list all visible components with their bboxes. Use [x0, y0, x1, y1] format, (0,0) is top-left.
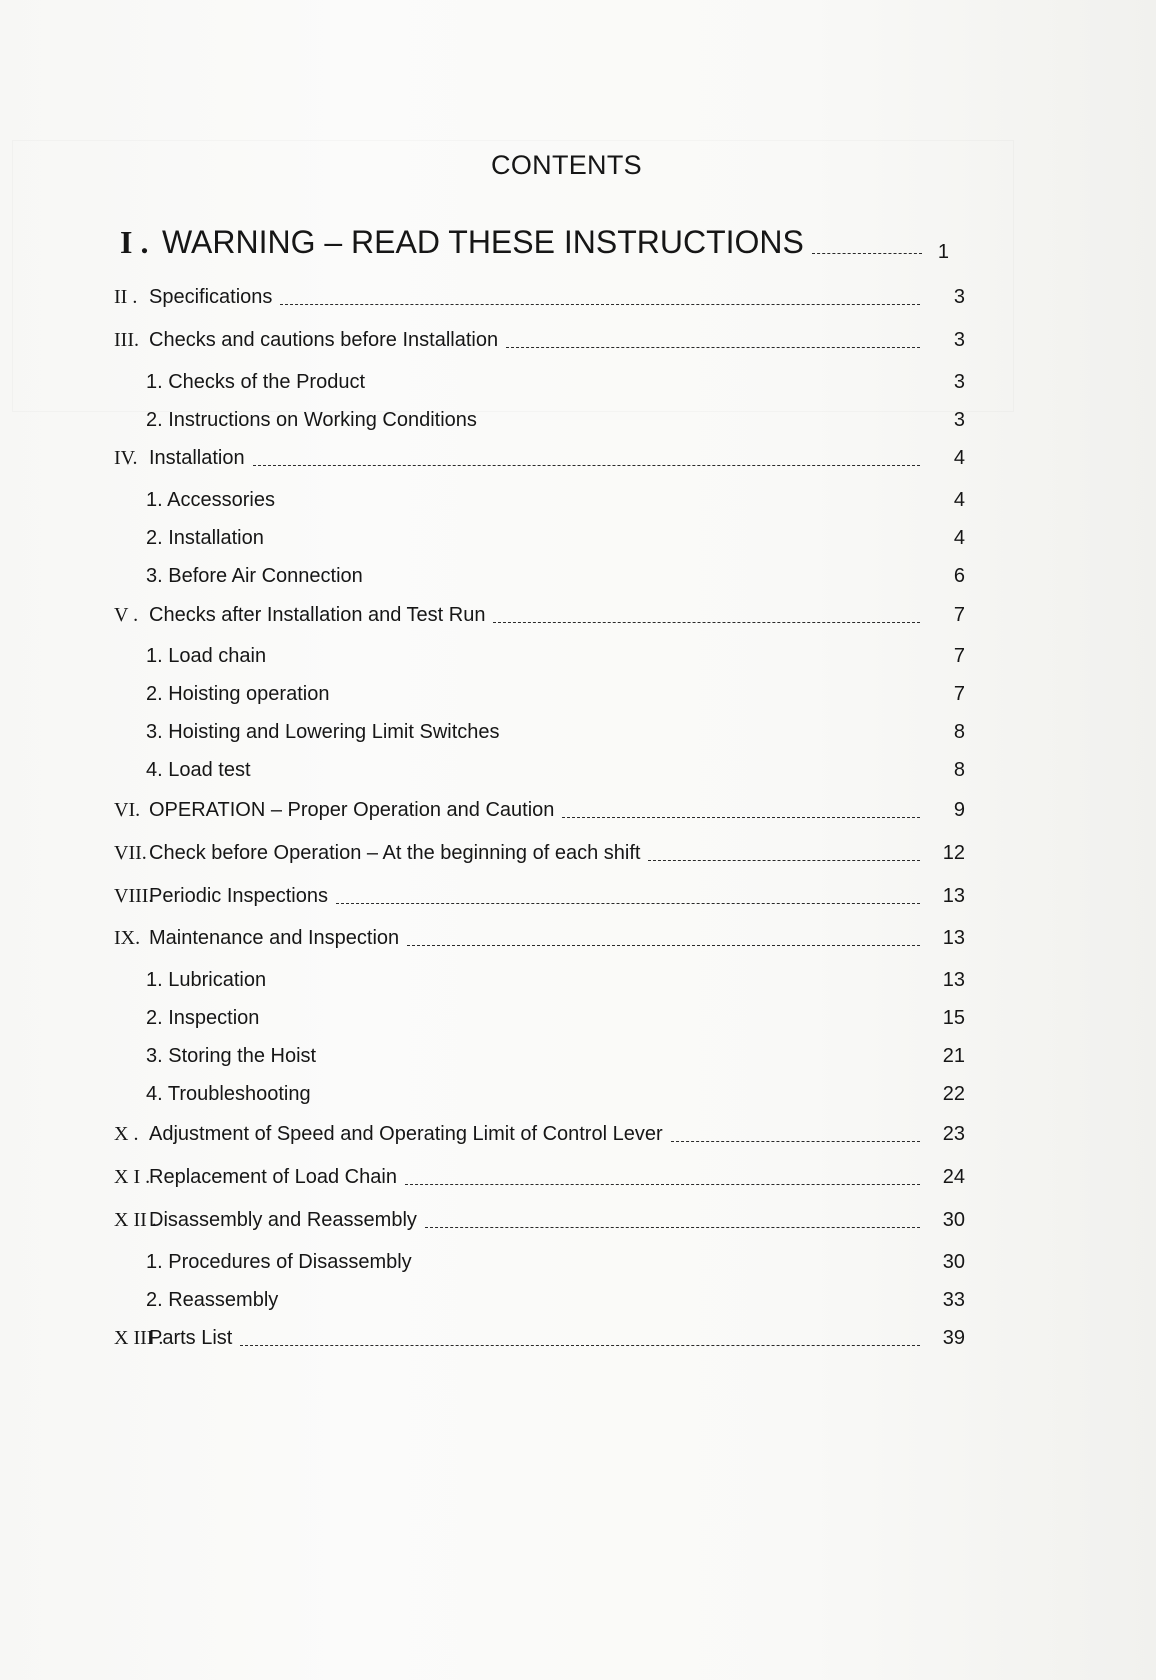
toc-subentry	[0, 1042, 1156, 1072]
section-number: IV.	[114, 447, 138, 469]
entry-label: Installation	[149, 447, 245, 469]
toc-entry	[0, 1120, 1156, 1150]
page-number: 6	[953, 565, 965, 587]
toc-entry	[0, 1324, 1156, 1354]
page-number: 7	[953, 683, 965, 705]
page-number: 7	[953, 604, 965, 626]
toc-subentry	[0, 756, 1156, 786]
section-number: II .	[114, 286, 138, 308]
entry-label: 1. Accessories	[146, 489, 275, 511]
page-number: 7	[953, 645, 965, 667]
entry-label: Periodic Inspections	[149, 885, 328, 907]
page-number: 4	[953, 489, 965, 511]
page-number: 3	[953, 329, 965, 351]
toc-subentry	[0, 524, 1156, 554]
entry-label: 1. Checks of the Product	[146, 371, 366, 393]
toc-entry	[0, 1163, 1156, 1193]
toc-entry	[0, 924, 1156, 954]
page-number: 3	[953, 409, 965, 431]
page-number: 13	[942, 885, 965, 907]
section-number: I .	[120, 224, 149, 260]
toc-subentry	[0, 1286, 1156, 1316]
entry-label: OPERATION – Proper Operation and Caution	[149, 799, 555, 821]
toc-subentry	[0, 718, 1156, 748]
section-number: III.	[114, 329, 139, 351]
page-number: 13	[942, 927, 965, 949]
toc-subentry	[0, 406, 1156, 436]
entry-label: Disassembly and Reassembly	[149, 1209, 417, 1231]
entry-label: 2. Reassembly	[146, 1289, 279, 1311]
leader-dashes	[240, 1345, 920, 1346]
page-number: 13	[942, 969, 965, 991]
entry-label: 1. Lubrication	[146, 969, 267, 991]
leader-dashes	[407, 945, 920, 946]
entry-label: Maintenance and Inspection	[149, 927, 400, 949]
entry-label: Checks and cautions before Installation	[149, 329, 499, 351]
section-number: IX.	[114, 927, 141, 949]
page-number: 8	[953, 759, 965, 781]
leader-dashes	[562, 817, 920, 818]
leader-dashes	[671, 1141, 920, 1142]
entry-label: 1. Load chain	[146, 645, 267, 667]
leader-dashes	[336, 903, 920, 904]
section-number: X II .	[114, 1209, 157, 1231]
toc-subentry	[0, 642, 1156, 672]
section-number: X I .	[114, 1166, 151, 1188]
toc-entry	[0, 444, 1156, 474]
section-number: VI.	[114, 799, 141, 821]
leader-dashes	[648, 860, 920, 861]
page-number: 15	[942, 1007, 965, 1029]
page-number: 39	[942, 1327, 965, 1349]
toc-entry	[0, 882, 1156, 912]
entry-label: 2. Instructions on Working Conditions	[146, 409, 477, 431]
toc-subentry	[0, 966, 1156, 996]
entry-label: 3. Hoisting and Lowering Limit Switches	[146, 721, 500, 743]
page-number: 3	[953, 286, 965, 308]
toc-entry	[0, 224, 1156, 263]
entry-label: 2. Inspection	[146, 1007, 260, 1029]
leader-dashes	[253, 465, 920, 466]
toc-subentry	[0, 1080, 1156, 1110]
entry-label: 3. Storing the Hoist	[146, 1045, 317, 1067]
entry-label: Adjustment of Speed and Operating Limit of Control Lever	[149, 1123, 663, 1145]
toc-entry	[0, 839, 1156, 869]
page-number: 3	[953, 371, 965, 393]
section-number: VII.	[114, 842, 147, 864]
page-number: 8	[953, 721, 965, 743]
entry-label: 1. Procedures of Disassembly	[146, 1251, 412, 1273]
toc-subentry	[0, 1248, 1156, 1278]
toc-subentry	[0, 562, 1156, 592]
entry-label: Specifications	[149, 286, 273, 308]
entry-label: 4. Load test	[146, 759, 251, 781]
entry-label: 4. Troubleshooting	[146, 1083, 311, 1105]
page-number: 30	[942, 1251, 965, 1273]
leader-dashes	[812, 253, 922, 254]
leader-dashes	[405, 1184, 920, 1185]
leader-dashes	[425, 1227, 920, 1228]
toc-subentry	[0, 486, 1156, 516]
section-number: X III .	[114, 1327, 164, 1349]
entry-label: WARNING – READ THESE INSTRUCTIONS	[162, 224, 804, 260]
entry-label: 2. Hoisting operation	[146, 683, 330, 705]
page-number: 9	[953, 799, 965, 821]
page-number: 21	[942, 1045, 965, 1067]
leader-dashes	[506, 347, 920, 348]
page-number: 30	[942, 1209, 965, 1231]
section-number: X .	[114, 1123, 139, 1145]
entry-label: Replacement of Load Chain	[149, 1166, 397, 1188]
page-number: 23	[942, 1123, 965, 1145]
toc-entry	[0, 796, 1156, 826]
page-number: 4	[953, 527, 965, 549]
toc-subentry	[0, 680, 1156, 710]
leader-dashes	[280, 304, 920, 305]
page-title: CONTENTS	[491, 150, 642, 180]
entry-label: Checks after Installation and Test Run	[149, 604, 486, 626]
leader-dashes	[493, 622, 920, 623]
page-number: 22	[942, 1083, 965, 1105]
page-number: 33	[942, 1289, 965, 1311]
toc-entry	[0, 326, 1156, 356]
entry-label: Parts List	[149, 1327, 233, 1349]
toc-entry	[0, 283, 1156, 313]
page-number: 24	[942, 1166, 965, 1188]
page-number: 4	[953, 447, 965, 469]
section-number: VIII.	[114, 885, 154, 907]
section-number: V .	[114, 604, 139, 626]
toc-subentry	[0, 368, 1156, 398]
toc-entry	[0, 1206, 1156, 1236]
toc-subentry	[0, 1004, 1156, 1034]
entry-label: 3. Before Air Connection	[146, 565, 363, 587]
page-number: 12	[942, 842, 965, 864]
page-number: 1	[937, 241, 949, 263]
toc-entry	[0, 601, 1156, 631]
entry-label: 2. Installation	[146, 527, 264, 549]
entry-label: Check before Operation – At the beginning of each shift	[149, 842, 641, 864]
